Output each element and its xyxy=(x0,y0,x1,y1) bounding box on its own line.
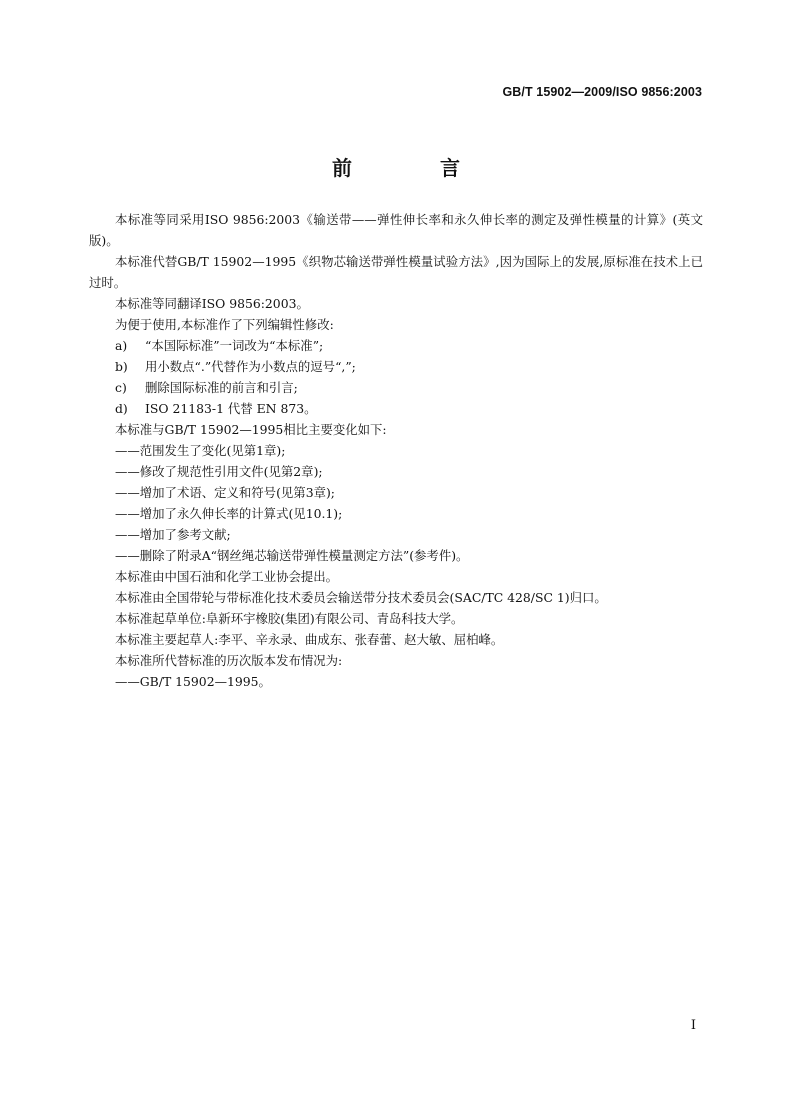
change-item: ——增加了术语、定义和符号(见第3章); xyxy=(115,485,335,500)
history-item: ——GB/T 15902—1995。 xyxy=(115,674,271,689)
change-item: ——删除了附录A“钢丝绳芯输送带弹性模量测定方法”(参考件)。 xyxy=(115,548,469,563)
list-item xyxy=(89,398,703,419)
list-item-text: ISO 21183-1 代替 EN 873。 xyxy=(145,401,317,416)
change-item: ——增加了参考文献; xyxy=(115,527,231,542)
paragraph-drafting-units: 本标准起草单位:阜新环宇橡胶(集团)有限公司、青岛科技大学。 xyxy=(115,611,464,626)
paragraph-adoption: 本标准等同采用ISO 9856:2003《输送带——弹性伸长率和永久伸长率的测定及弹性模量的计算》(英文版)。 xyxy=(89,212,703,248)
page-number: I xyxy=(690,1018,696,1033)
change-item: ——增加了永久伸长率的计算式(见10.1); xyxy=(115,506,343,521)
page-title: 前 言 xyxy=(332,156,494,180)
list-marker: c) xyxy=(115,380,127,395)
change-item: ——范围发生了变化(见第1章); xyxy=(115,443,286,458)
paragraph-replacement: 本标准代替GB/T 15902—1995《织物芯输送带弹性模量试验方法》,因为国际上的发展,原标准在技术上已过时。 xyxy=(89,254,703,290)
paragraph-committee: 本标准由全国带轮与带标准化技术委员会输送带分技术委员会(SAC/TC 428/SC 1)归口。 xyxy=(115,590,607,605)
list-item-text: 删除国际标准的前言和引言; xyxy=(145,380,298,395)
document-body xyxy=(89,209,703,692)
list-item xyxy=(89,377,703,398)
list-item-text: 用小数点“.”代替作为小数点的逗号“,”; xyxy=(145,359,356,374)
paragraph-proposer: 本标准由中国石油和化学工业协会提出。 xyxy=(115,569,339,584)
list-item xyxy=(89,335,703,356)
list-marker: d) xyxy=(115,401,128,416)
list-marker: b) xyxy=(115,359,128,374)
paragraph-changes-intro: 本标准与GB/T 15902—1995相比主要变化如下: xyxy=(115,422,387,437)
paragraph-history-intro: 本标准所代替标准的历次版本发布情况为: xyxy=(115,653,343,668)
change-item: ——修改了规范性引用文件(见第2章); xyxy=(115,464,323,479)
standard-code: GB/T 15902—2009/ISO 9856:2003 xyxy=(502,85,702,99)
list-item xyxy=(89,356,703,377)
list-marker: a) xyxy=(115,338,128,353)
paragraph-editorial-intro: 为便于使用,本标准作了下列编辑性修改: xyxy=(115,317,334,332)
paragraph-drafters: 本标准主要起草人:李平、辛永录、曲成东、张春蕾、赵大敏、屈柏峰。 xyxy=(115,632,504,647)
paragraph-translation: 本标准等同翻译ISO 9856:2003。 xyxy=(115,296,309,311)
list-item-text: “本国际标准”一词改为“本标准”; xyxy=(145,338,324,353)
